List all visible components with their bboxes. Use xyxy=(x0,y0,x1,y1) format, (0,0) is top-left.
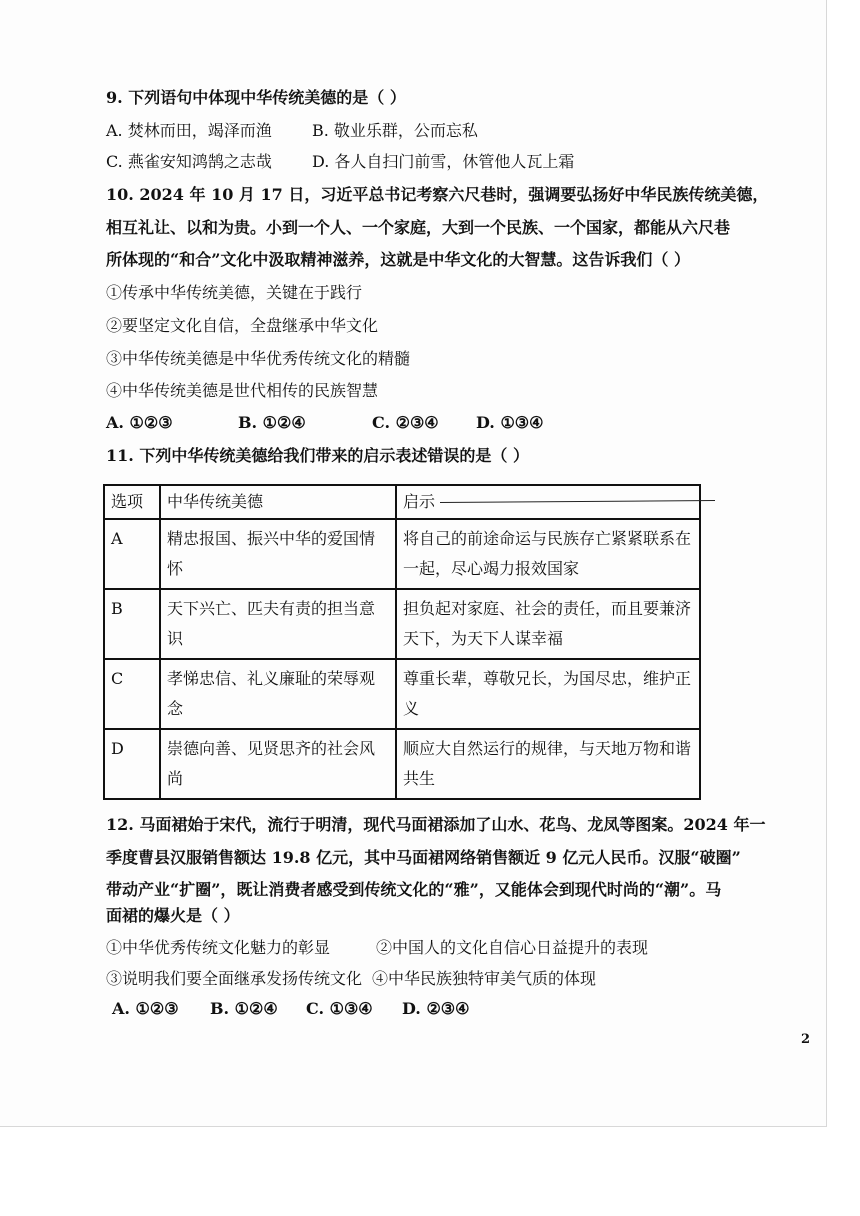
q12-statement-1: ①中华优秀传统文化魅力的彰显 xyxy=(106,938,331,957)
row-insight: 尊重长辈，尊敬兄长，为国尽忠，维护正义 xyxy=(396,659,700,729)
q10-statement-1: ①传承中华传统美德，关键在于践行 xyxy=(106,283,363,302)
table-row xyxy=(104,519,700,589)
row-virtue: 孝悌忠信、礼义廉耻的荣辱观念 xyxy=(160,659,396,729)
row-virtue: 精忠报国、振兴中华的爱国情怀 xyxy=(160,519,396,589)
q9-option-a: A. 焚林而田，竭泽而渔 xyxy=(106,121,272,140)
q12-statement-2: ②中国人的文化自信心日益提升的表现 xyxy=(376,938,649,957)
q10-option-a: A. ①②③ xyxy=(106,413,173,432)
header-insight: 启示 xyxy=(396,485,700,519)
q12-stem-line-3: 带动产业“扩圈”，既让消费者感受到传统文化的“雅”，又能体会到现代时尚的“潮”。马 xyxy=(106,880,722,899)
q10-stem-line-1: 10. 2024 年 10 月 17 日，习近平总书记考察六尺巷时，强调要弘扬好中华民族传统美德， xyxy=(106,185,769,204)
q12-stem-line-4: 面裙的爆火是（ ） xyxy=(106,906,240,925)
table-row xyxy=(104,659,700,729)
q10-stem-line-3: 所体现的“和合”文化中汲取精神滋养，这就是中华文化的大智慧。这告诉我们（ ） xyxy=(106,250,690,269)
q10-stem-line-2: 相互礼让、以和为贵。小到一个人、一个家庭，大到一个民族、一个国家，都能从六尺巷 xyxy=(106,218,731,237)
header-option: 选项 xyxy=(104,485,160,519)
q9-option-b: B. 敬业乐群，公而忘私 xyxy=(312,121,478,140)
row-virtue: 崇德向善、见贤思齐的社会风尚 xyxy=(160,729,396,799)
q12-option-b: B. ①②④ xyxy=(210,999,278,1018)
q10-statement-3: ③中华传统美德是中华优秀传统文化的精髓 xyxy=(106,349,411,368)
q12-stem-line-2: 季度曹县汉服销售额达 19.8 亿元，其中马面裙网络销售额近 9 亿元人民币。汉服“破圈” xyxy=(106,848,741,867)
q10-option-d: D. ①③④ xyxy=(476,413,544,432)
q12-option-c: C. ①③④ xyxy=(306,999,373,1018)
row-option: D xyxy=(104,729,160,799)
row-option: B xyxy=(104,589,160,659)
table-header-row xyxy=(104,485,700,519)
row-virtue: 天下兴亡、匹夫有责的担当意识 xyxy=(160,589,396,659)
row-option: A xyxy=(104,519,160,589)
q11-stem: 11. 下列中华传统美德给我们带来的启示表述错误的是（ ） xyxy=(106,446,529,465)
header-virtue: 中华传统美德 xyxy=(160,485,396,519)
table-row xyxy=(104,729,700,799)
row-insight: 担负起对家庭、社会的责任，而且要兼济天下，为天下人谋幸福 xyxy=(396,589,700,659)
row-insight: 顺应大自然运行的规律，与天地万物和谐共生 xyxy=(396,729,700,799)
row-option: C xyxy=(104,659,160,729)
q10-option-c: C. ②③④ xyxy=(372,413,439,432)
q12-option-d: D. ②③④ xyxy=(402,999,470,1018)
q12-statement-4: ④中华民族独特审美气质的体现 xyxy=(372,969,597,988)
q12-statement-3: ③说明我们要全面继承发扬传统文化 xyxy=(106,969,363,988)
q11-table xyxy=(103,484,701,800)
q9-option-c: C. 燕雀安知鸿鹄之志哉 xyxy=(106,152,272,171)
q9-stem: 9. 下列语句中体现中华传统美德的是（ ） xyxy=(106,88,406,107)
q10-option-b: B. ①②④ xyxy=(238,413,306,432)
q12-option-a: A. ①②③ xyxy=(112,999,179,1018)
table-row xyxy=(104,589,700,659)
q10-statement-2: ②要坚定文化自信，全盘继承中华文化 xyxy=(106,316,379,335)
q12-stem-line-1: 12. 马面裙始于宋代，流行于明清，现代马面裙添加了山水、花鸟、龙凤等图案。2024 年一 xyxy=(106,815,766,834)
row-insight: 将自己的前途命运与民族存亡紧紧联系在一起，尽心竭力报效国家 xyxy=(396,519,700,589)
q9-option-d: D. 各人自扫门前雪，休管他人瓦上霜 xyxy=(312,152,575,171)
q10-statement-4: ④中华传统美德是世代相传的民族智慧 xyxy=(106,381,379,400)
page-number: 2 xyxy=(801,1032,811,1047)
